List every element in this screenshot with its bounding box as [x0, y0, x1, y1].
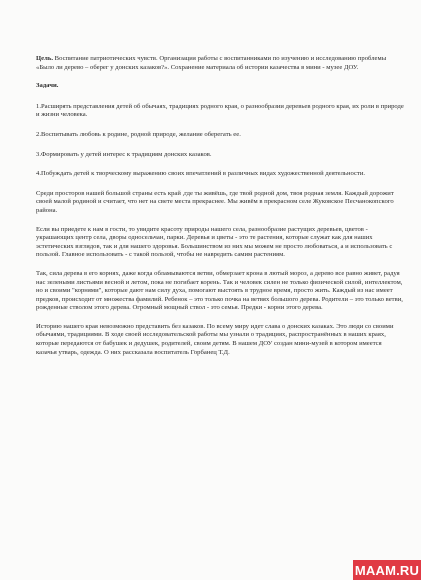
maam-watermark-badge: [353, 560, 421, 580]
goal-text: Воспитание патриотических чувств. Организация работы с воспитанниками по изучению и исследованию проблемы «Было ли дерево – оберег у донских казаков?». Сохранение материала об истории казачества в мини - музее ДОУ.: [36, 55, 387, 71]
goal-paragraph: [36, 55, 404, 72]
paragraph-homeland: Среди просторов нашей большой страны есть край ,где ты живёшь, где твой родной дом, твоя родная земля. Каждый дорожит своей малой родиной и считает, что нет на свете места прекраснее. Мы живём в прекрасном селе Жуковское Песчанокопского района.: [36, 189, 394, 214]
goal-label: Цель.: [36, 55, 53, 62]
paragraph-cossacks: Историю нашего края невозможно представить без казаков. По всему миру идет слава о донских казаках. Это люди со своими обычаями, традициями. В ходе своей исследовательской работы мы узнали о традициях, распространённых в наших краях, которые передаются от бабушек и дедушек, родителей, своим детям. В нашем ДОУ создан мини-музей в котором имеется казачья утварь, одежда. О них рассказала воспитатель Горбанец Т.Д.: [36, 322, 394, 356]
task-item-4: 4.Побуждать детей к творческому выражению своих впечатлений в различных видах художественной деятельности.: [36, 170, 366, 178]
tasks-heading: Задачи.: [36, 82, 59, 90]
watermark-text: MAAM.RU: [354, 562, 420, 578]
task-item-1: 1.Расширять представления детей об обычаях, традициях родного края, о разнообразии деревьев родного края, их роли в природе и жизни человека.: [36, 102, 404, 119]
task-item-2: 2.Воспитывать любовь к родине, родной природе, желание оберегать ее.: [36, 130, 241, 138]
paragraph-nature: Если вы приедете к нам в гости, то увидите красоту природы нашего села, разнообразие растущих деревьев, цветов - украшающих центр села, дворы односельчан, парки. Деревья и цветы - это те растения, которые служат как для наших эстетических взглядов, так и для нашего здоровья. Большинством из них мы можем не просто любоваться, а и использовать с пользой. Главное использовать - с такой пользой, чтобы не навредить самим растениям.: [36, 225, 393, 259]
paragraph-roots: Так, сила дерева в его корнях, даже когда обламываются ветви, обмерзает крона в лютый мороз, а дерево все равно живет, радуя нас зелеными листьями весной и летом, пока не погибает корень. Так и человек силен не только физической силой, интеллектом, но и своими "корнями", которые дают нам силу духа, помогают выстоять в трудное время, просто жить. Каждый из нас имеет предков, происходит от множества фамилий. Ребенок – это только почка на ветвях большого дерева. Родители – это только ветви, рожденные стволом этого дерева. Огромный мощный ствол - это семья. Предки - корни этого дерева.: [36, 269, 403, 312]
task-item-3: 3.Формировать у детей интерес к традициям донских казаков.: [36, 150, 212, 158]
document-body: [36, 55, 404, 367]
